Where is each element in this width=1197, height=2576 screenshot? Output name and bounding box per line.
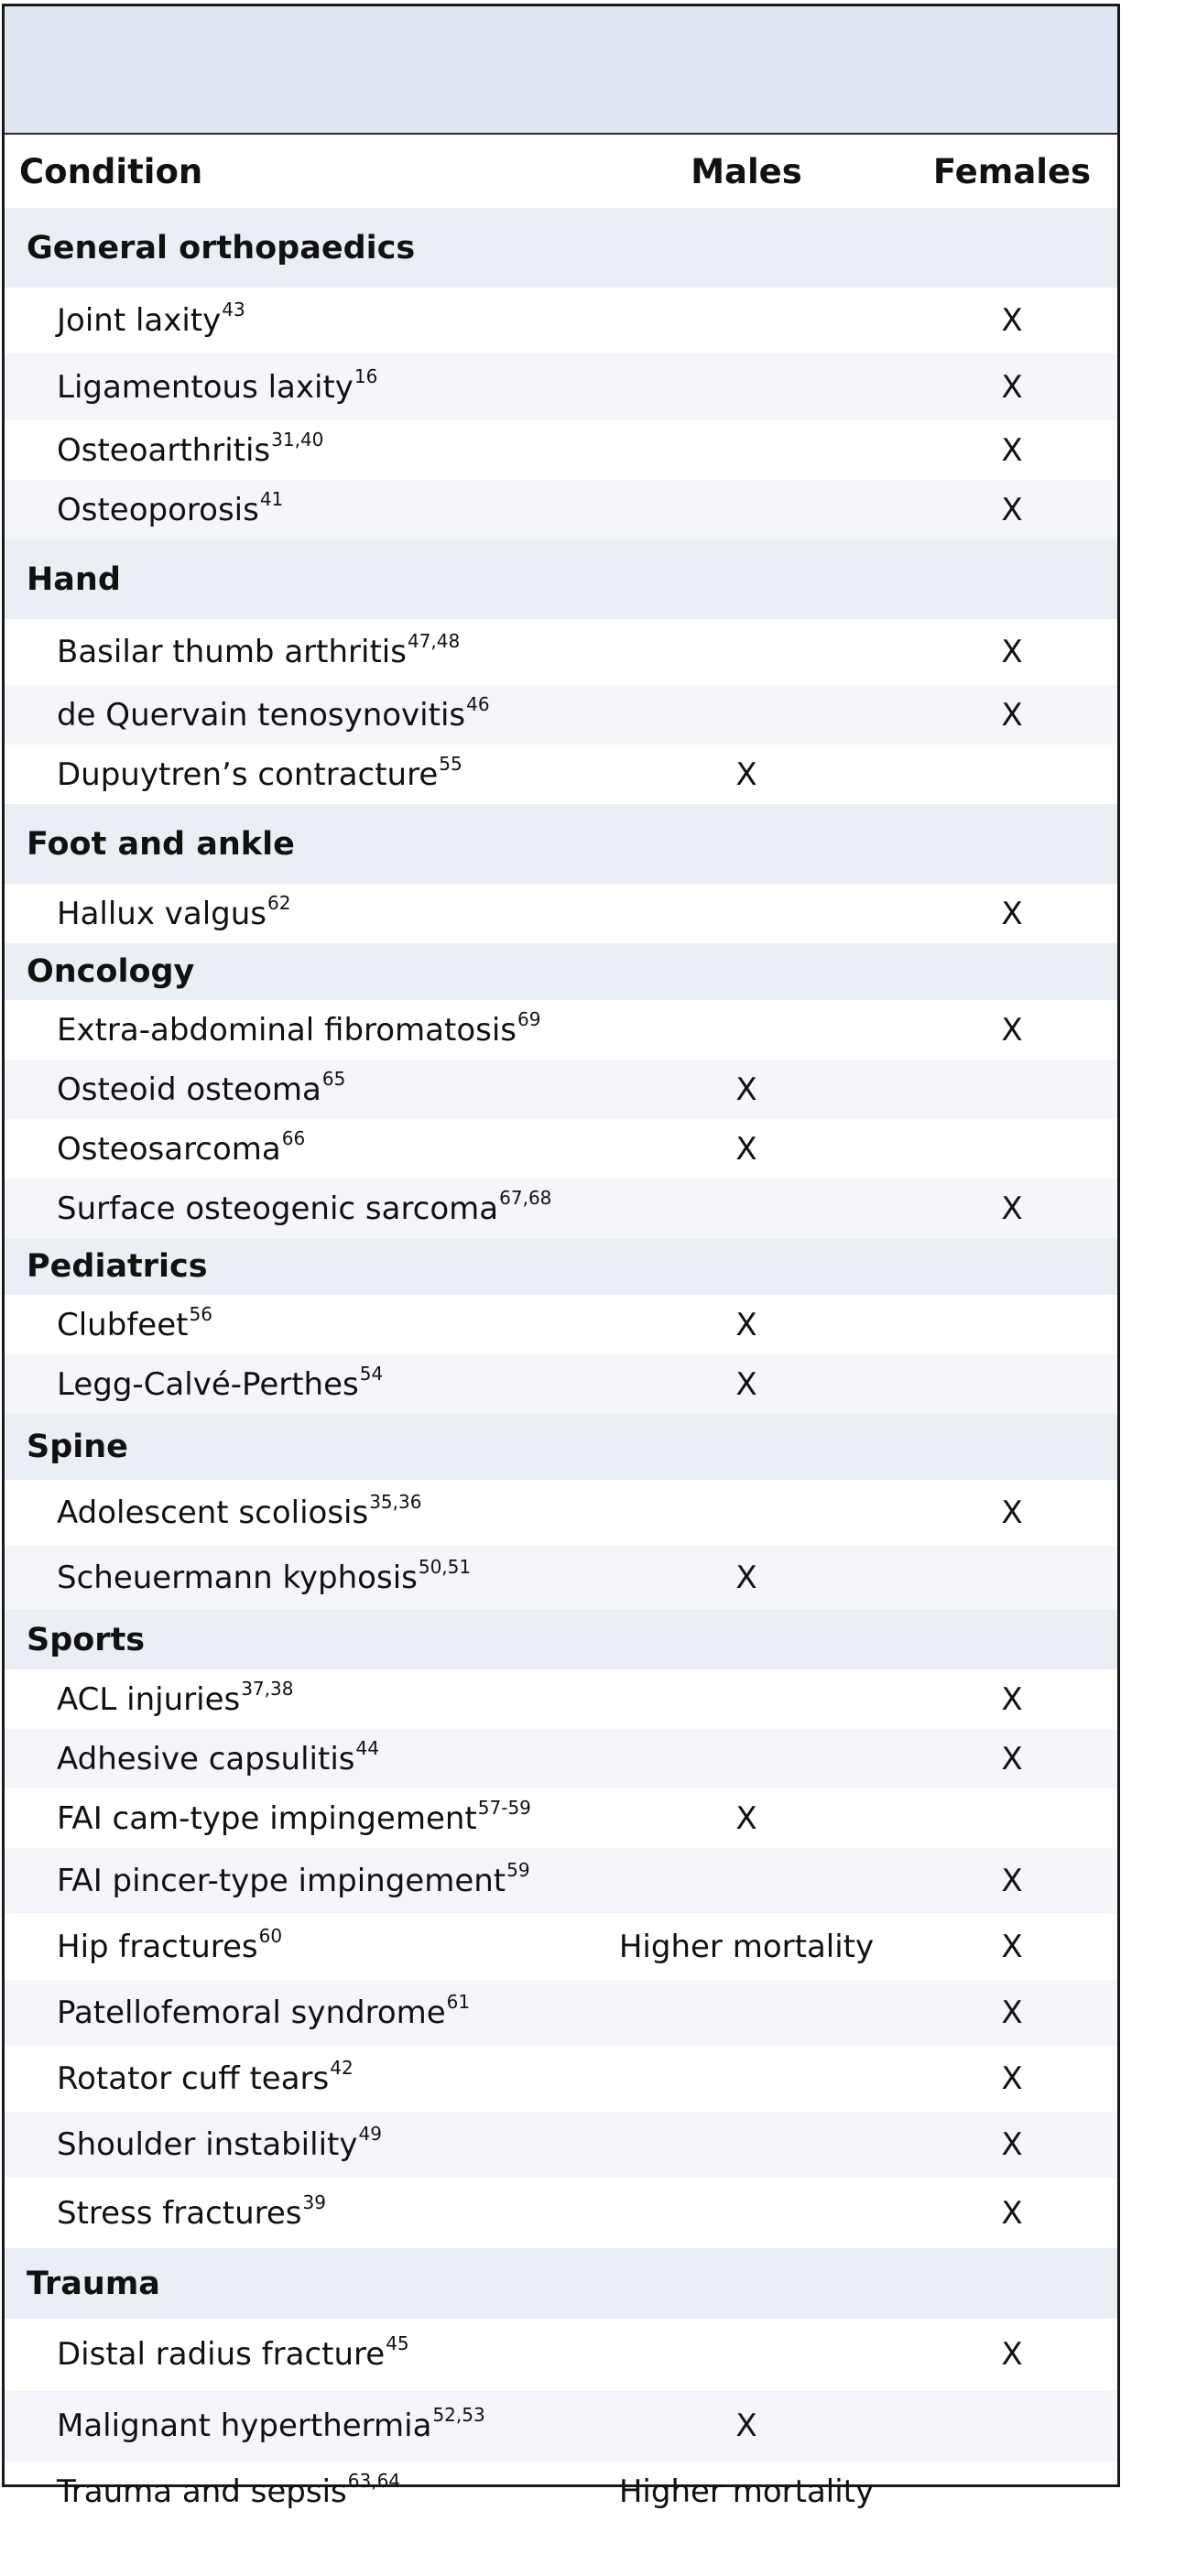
reference-superscript: 31,40 xyxy=(271,428,324,451)
males-cell xyxy=(591,1179,902,1238)
reference-superscript: 63,64 xyxy=(347,2469,401,2492)
females-cell xyxy=(920,1788,1104,1848)
males-cell xyxy=(591,480,902,539)
females-cell: X xyxy=(1001,1190,1023,1227)
section-header-row xyxy=(5,208,1117,288)
section-header-row xyxy=(5,804,1117,884)
reference-superscript: 61 xyxy=(446,1991,471,2013)
condition-name: FAI cam-type impingement xyxy=(57,1799,477,1837)
condition-cell xyxy=(57,1980,470,2046)
condition-name: Surface osteogenic sarcoma xyxy=(57,1190,499,1227)
females-cell: X xyxy=(1001,634,1023,670)
reference-superscript: 35,36 xyxy=(369,1491,422,1513)
section-header-row xyxy=(5,1238,1117,1295)
section-header-row xyxy=(5,943,1117,1000)
males-cell xyxy=(591,1669,902,1729)
reference-superscript: 50,51 xyxy=(418,1556,472,1578)
condition-column-header: Condition xyxy=(19,152,203,191)
table-row xyxy=(5,1848,1117,1914)
males-cell: Higher mortality xyxy=(618,2473,875,2510)
condition-name: Distal radius fracture xyxy=(57,2336,386,2373)
females-cell: X xyxy=(1001,1740,1023,1777)
condition-cell xyxy=(57,1354,383,1414)
reference-superscript: 47,48 xyxy=(407,630,461,652)
condition-cell xyxy=(57,685,490,745)
table-row xyxy=(5,1480,1117,1546)
table-row xyxy=(5,2046,1117,2112)
table-row xyxy=(5,1669,1117,1729)
condition-name: Osteosarcoma xyxy=(57,1130,281,1168)
condition-name: Hip fractures xyxy=(57,1929,258,1965)
section-label: General orthopaedics xyxy=(27,229,416,266)
reference-superscript: 65 xyxy=(321,1067,346,1090)
condition-cell xyxy=(57,1848,530,1914)
males-cell xyxy=(591,1480,902,1546)
section-label: Spine xyxy=(27,1429,128,1465)
condition-name: Scheuermann kyphosis xyxy=(57,1560,418,1596)
condition-cell xyxy=(57,619,460,685)
males-cell xyxy=(591,2112,902,2178)
reference-superscript: 56 xyxy=(189,1302,212,1325)
reference-superscript: 37,38 xyxy=(241,1677,294,1700)
females-cell: X xyxy=(1001,1495,1023,1531)
males-cell xyxy=(591,1729,902,1788)
condition-cell xyxy=(57,2112,382,2178)
table-row xyxy=(5,1729,1117,1788)
table-row xyxy=(5,2319,1117,2390)
table-body xyxy=(5,208,1117,2510)
males-cell xyxy=(591,353,902,420)
condition-cell xyxy=(57,745,462,804)
condition-cell xyxy=(57,2046,354,2112)
females-cell: X xyxy=(1001,2194,1023,2232)
table-row xyxy=(5,2178,1117,2248)
condition-cell xyxy=(57,2462,400,2521)
condition-name: Osteoarthritis xyxy=(57,431,271,469)
section-label: Oncology xyxy=(27,953,195,990)
section-label: Sports xyxy=(27,1621,146,1658)
condition-cell xyxy=(57,1060,345,1119)
condition-cell xyxy=(57,288,245,353)
table-row xyxy=(5,1788,1117,1848)
males-cell: Higher mortality xyxy=(618,1929,875,1965)
table-row xyxy=(5,745,1117,804)
males-cell: X xyxy=(735,1560,757,1596)
females-cell xyxy=(920,2462,1104,2521)
condition-name: Malignant hyperthermia xyxy=(57,2408,432,2444)
males-cell: X xyxy=(735,2408,757,2444)
females-cell: X xyxy=(1001,431,1023,469)
condition-name: Extra-abdominal fibromatosis xyxy=(57,1011,517,1049)
females-cell: X xyxy=(1001,2336,1023,2373)
table-row xyxy=(5,480,1117,539)
section-header-row xyxy=(5,1610,1117,1669)
section-label: Trauma xyxy=(27,2265,160,2302)
condition-cell xyxy=(57,2319,409,2390)
females-cell xyxy=(920,1354,1104,1414)
section-header-row xyxy=(5,539,1117,619)
females-cell xyxy=(920,1546,1104,1610)
table-header-row xyxy=(5,133,1117,212)
males-cell xyxy=(591,2046,902,2112)
males-cell: X xyxy=(735,1071,757,1108)
reference-superscript: 55 xyxy=(439,752,462,775)
males-cell xyxy=(591,1000,902,1060)
condition-name: ACL injuries xyxy=(57,1680,241,1718)
males-cell xyxy=(591,288,902,353)
condition-name: Basilar thumb arthritis xyxy=(57,634,407,670)
table-row xyxy=(5,2112,1117,2178)
table-row xyxy=(5,1060,1117,1119)
males-cell xyxy=(591,1980,902,2046)
section-header-row xyxy=(5,2248,1117,2319)
section-label: Pediatrics xyxy=(27,1248,208,1285)
females-cell: X xyxy=(1001,1863,1023,1899)
males-cell xyxy=(591,685,902,745)
table-row xyxy=(5,2390,1117,2462)
table-row xyxy=(5,1980,1117,2046)
reference-superscript: 39 xyxy=(302,2190,326,2213)
males-cell: X xyxy=(735,755,757,793)
males-cell: X xyxy=(735,1306,757,1343)
females-cell: X xyxy=(1001,2060,1023,2097)
males-cell xyxy=(591,2178,902,2248)
condition-name: de Quervain tenosynovitis xyxy=(57,696,466,734)
condition-name: Rotator cuff tears xyxy=(57,2060,330,2097)
table-row xyxy=(5,1354,1117,1414)
reference-superscript: 54 xyxy=(359,1362,384,1385)
table-row xyxy=(5,1179,1117,1238)
males-cell xyxy=(591,884,902,943)
condition-cell xyxy=(57,353,377,420)
males-column-header: Males xyxy=(691,152,802,191)
condition-name: Hallux valgus xyxy=(57,895,267,932)
condition-name: Shoulder instability xyxy=(57,2126,358,2163)
condition-cell xyxy=(57,1000,540,1060)
reference-superscript: 60 xyxy=(258,1925,283,1947)
condition-cell xyxy=(57,1295,212,1354)
reference-superscript: 45 xyxy=(386,2332,409,2354)
table-row xyxy=(5,1119,1117,1179)
females-cell: X xyxy=(1001,491,1023,528)
section-label: Hand xyxy=(27,560,121,598)
condition-cell xyxy=(57,420,323,480)
table-row xyxy=(5,2462,1117,2521)
reference-superscript: 57-59 xyxy=(477,1796,531,1819)
condition-cell xyxy=(57,1119,305,1179)
table-row xyxy=(5,1000,1117,1060)
table-title-band xyxy=(5,6,1117,133)
males-cell xyxy=(591,1848,902,1914)
condition-name: Trauma and sepsis xyxy=(57,2473,347,2510)
females-cell xyxy=(920,1119,1104,1179)
condition-name: Joint laxity xyxy=(57,302,222,339)
table-row xyxy=(5,1546,1117,1610)
table-row xyxy=(5,619,1117,685)
condition-name: Adhesive capsulitis xyxy=(57,1740,355,1777)
reference-superscript: 62 xyxy=(267,891,291,914)
females-cell: X xyxy=(1001,368,1023,406)
females-cell: X xyxy=(1001,302,1023,339)
females-cell: X xyxy=(1001,1011,1023,1049)
condition-name: Legg-Calvé-Perthes xyxy=(57,1365,359,1403)
condition-cell xyxy=(57,884,290,943)
reference-superscript: 16 xyxy=(354,364,378,387)
condition-cell xyxy=(57,1669,293,1729)
females-column-header: Females xyxy=(932,152,1092,191)
condition-name: FAI pincer-type impingement xyxy=(57,1863,506,1899)
females-cell: X xyxy=(1001,696,1023,734)
females-cell xyxy=(920,1060,1104,1119)
condition-name: Ligamentous laxity xyxy=(57,368,354,406)
section-header-row xyxy=(5,1414,1117,1480)
condition-name: Osteoid osteoma xyxy=(57,1071,321,1108)
males-cell xyxy=(591,619,902,685)
males-cell: X xyxy=(735,1365,757,1403)
condition-cell xyxy=(57,1546,471,1610)
reference-superscript: 44 xyxy=(355,1736,379,1759)
females-cell xyxy=(920,1295,1104,1354)
condition-cell xyxy=(57,480,283,539)
table-row xyxy=(5,288,1117,353)
condition-cell xyxy=(57,2390,485,2462)
condition-cell xyxy=(57,2178,326,2248)
condition-cell xyxy=(57,1179,551,1238)
condition-name: Adolescent scoliosis xyxy=(57,1495,369,1531)
table-row xyxy=(5,1295,1117,1354)
reference-superscript: 66 xyxy=(281,1126,306,1149)
males-cell: X xyxy=(735,1130,757,1168)
reference-superscript: 46 xyxy=(466,692,490,715)
table-row xyxy=(5,353,1117,420)
females-cell: X xyxy=(1001,2126,1023,2163)
table-row xyxy=(5,884,1117,943)
reference-superscript: 52,53 xyxy=(432,2404,485,2426)
condition-cell xyxy=(57,1914,282,1980)
females-cell: X xyxy=(1001,1680,1023,1718)
females-cell xyxy=(920,745,1104,804)
sex-differences-table xyxy=(2,4,1120,2510)
reference-superscript: 41 xyxy=(259,487,284,510)
males-cell xyxy=(591,2319,902,2390)
table-row xyxy=(5,685,1117,745)
condition-cell xyxy=(57,1729,379,1788)
reference-superscript: 67,68 xyxy=(499,1186,552,1209)
reference-superscript: 49 xyxy=(358,2123,382,2145)
reference-superscript: 69 xyxy=(517,1007,541,1030)
table-row xyxy=(5,420,1117,480)
females-cell: X xyxy=(1001,1929,1023,1965)
condition-name: Clubfeet xyxy=(57,1306,189,1343)
condition-name: Osteoporosis xyxy=(57,491,259,528)
table-row xyxy=(5,1914,1117,1980)
males-cell xyxy=(591,420,902,480)
females-cell xyxy=(920,2390,1104,2462)
condition-cell xyxy=(57,1788,531,1848)
condition-cell xyxy=(57,1480,421,1546)
females-cell: X xyxy=(1001,1994,1023,2031)
males-cell: X xyxy=(735,1799,757,1837)
condition-name: Patellofemoral syndrome xyxy=(57,1994,446,2031)
section-label: Foot and ankle xyxy=(27,825,295,863)
reference-superscript: 43 xyxy=(222,299,245,321)
reference-superscript: 42 xyxy=(330,2057,354,2079)
reference-superscript: 59 xyxy=(506,1859,530,1881)
condition-name: Stress fractures xyxy=(57,2194,302,2232)
females-cell: X xyxy=(1001,895,1023,932)
condition-name: Dupuytren’s contracture xyxy=(57,755,439,793)
